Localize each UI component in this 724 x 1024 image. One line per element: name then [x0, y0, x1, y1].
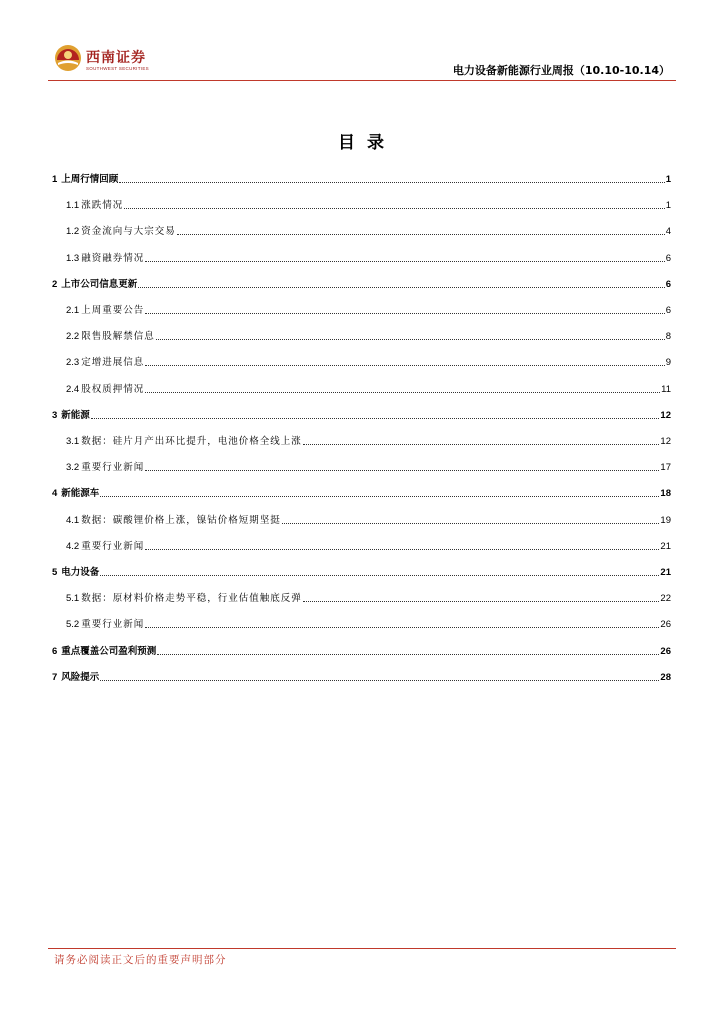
toc-entry-title: 数据：碳酸锂价格上涨，镍钴价格短期坚挺: [81, 514, 281, 526]
toc-entry-number: 5: [52, 567, 58, 578]
toc-subsection-entry[interactable]: [52, 458, 671, 474]
footer-notice: 请务必阅读正文后的重要声明部分: [54, 954, 227, 966]
toc-page-number: 19: [660, 514, 671, 526]
toc-entry-title: 定增进展信息: [81, 357, 145, 369]
toc-dot-leader: [100, 575, 659, 576]
toc-entry-number: 2.4: [66, 383, 80, 395]
toc-entry-number: 4.1: [66, 514, 80, 526]
toc-page-number: 6: [665, 305, 671, 316]
toc-page-number: 26: [660, 645, 671, 657]
toc-entry-title: 资金流向与大宗交易: [81, 226, 176, 238]
footer-divider: [48, 948, 676, 949]
toc-dot-leader: [156, 339, 665, 340]
toc-section-entry[interactable]: [52, 406, 671, 422]
toc-page-number: 8: [665, 331, 671, 343]
toc-dot-leader: [282, 523, 660, 524]
toc-page-number: 21: [660, 540, 671, 552]
toc-entry-title: 限售股解禁信息: [81, 331, 155, 343]
toc-subsection-entry[interactable]: [52, 511, 671, 527]
toc-dot-leader: [303, 601, 660, 602]
logo-emblem-icon: [54, 44, 82, 72]
toc-section-entry[interactable]: [52, 275, 671, 291]
toc-page-number: 28: [660, 671, 671, 683]
toc-entry-title: 上周行情回顾: [61, 174, 119, 185]
toc-page-number: 21: [660, 567, 671, 578]
toc-entry-title: 电力设备: [61, 567, 100, 578]
toc-page-number: 26: [660, 619, 671, 631]
toc-dot-leader: [100, 680, 659, 681]
toc-subsection-entry[interactable]: [52, 196, 671, 212]
toc-subsection-entry[interactable]: [52, 327, 671, 343]
toc-entry-title: 股权质押情况: [81, 383, 145, 395]
toc-dot-leader: [145, 261, 664, 262]
toc-dot-leader: [177, 234, 665, 235]
toc-section-entry[interactable]: [52, 170, 671, 186]
toc-page-number: 11: [661, 383, 671, 395]
toc-entry-title: 新能源车: [61, 488, 100, 500]
toc-entry-number: 2: [52, 278, 58, 290]
toc-dot-leader: [124, 208, 664, 209]
toc-entry-number: 3.2: [66, 462, 80, 474]
toc-page-number: 17: [660, 462, 671, 474]
toc-entry-title: 重要行业新闻: [81, 540, 145, 552]
toc-entry-title: 重要行业新闻: [81, 619, 145, 631]
toc-entry-title: 风险提示: [61, 671, 100, 683]
toc-subsection-entry[interactable]: [52, 249, 671, 265]
toc-section-entry[interactable]: [52, 563, 671, 579]
toc-page-number: 1: [665, 200, 671, 212]
toc-page-number: 6: [665, 252, 671, 264]
toc-page-number: 4: [665, 226, 671, 238]
toc-dot-leader: [303, 444, 660, 445]
toc-dot-leader: [145, 549, 659, 550]
toc-subsection-entry[interactable]: [52, 537, 671, 553]
toc-entry-number: 5.1: [66, 593, 80, 605]
toc-dot-leader: [157, 654, 659, 655]
toc-dot-leader: [100, 496, 659, 497]
toc-heading: 目录: [338, 133, 396, 153]
toc-entry-title: 重点覆盖公司盈利预测: [61, 645, 157, 657]
toc-dot-leader: [145, 470, 659, 471]
toc-entry-number: 4.2: [66, 540, 80, 552]
toc-page-number: 18: [660, 488, 671, 500]
toc-page-number: 12: [660, 409, 671, 421]
toc-section-entry[interactable]: [52, 484, 671, 500]
toc-entry-title: 数据：硅片月产出环比提升，电池价格全线上涨: [81, 436, 302, 447]
toc-dot-leader: [119, 182, 664, 183]
toc-entry-title: 上周重要公告: [81, 305, 145, 316]
toc-dot-leader: [138, 287, 664, 288]
toc-entry-number: 1.3: [66, 252, 80, 264]
toc-dot-leader: [145, 313, 664, 314]
toc-entry-number: 6: [52, 645, 58, 657]
toc-entry-number: 1: [52, 174, 58, 185]
company-logo: [54, 44, 154, 74]
toc-page-number: 1: [665, 174, 671, 185]
toc-subsection-entry[interactable]: [52, 301, 671, 317]
header-divider: [48, 80, 676, 81]
toc-page-number: 22: [660, 593, 671, 605]
toc-entry-title: 涨跌情况: [81, 200, 124, 212]
toc-subsection-entry[interactable]: [52, 589, 671, 605]
logo-chinese-name: 西南证券: [86, 50, 146, 66]
toc-entry-number: 1.1: [66, 200, 80, 212]
toc-entry-number: 1.2: [66, 226, 80, 238]
toc-entry-number: 3: [52, 409, 58, 421]
toc-page-number: 6: [665, 278, 671, 290]
toc-entry-title: 新能源: [61, 409, 90, 421]
report-title: 电力设备新能源行业周报（10.10-10.14）: [452, 64, 670, 77]
toc-subsection-entry[interactable]: [52, 380, 671, 396]
toc-entry-number: 3.1: [66, 436, 80, 447]
toc-page-number: 12: [660, 436, 671, 447]
toc-dot-leader: [145, 392, 660, 393]
toc-subsection-entry[interactable]: [52, 222, 671, 238]
toc-entry-title: 融资融券情况: [81, 252, 145, 264]
toc-entry-title: 重要行业新闻: [81, 462, 145, 474]
toc-section-entry[interactable]: [52, 642, 671, 658]
toc-entry-title: 数据：原材料价格走势平稳，行业估值触底反弹: [81, 593, 302, 605]
toc-subsection-entry[interactable]: [52, 432, 671, 448]
toc-entry-title: 上市公司信息更新: [61, 278, 138, 290]
toc-dot-leader: [91, 418, 660, 419]
toc-subsection-entry[interactable]: [52, 615, 671, 631]
toc-entry-number: 2.1: [66, 305, 80, 316]
toc-entry-number: 7: [52, 671, 58, 683]
toc-page-number: 9: [665, 357, 671, 369]
toc-subsection-entry[interactable]: [52, 353, 671, 369]
toc-section-entry[interactable]: [52, 668, 671, 684]
toc-entry-number: 2.2: [66, 331, 80, 343]
toc-entry-number: 2.3: [66, 357, 80, 369]
toc-entry-number: 5.2: [66, 619, 80, 631]
toc-entry-number: 4: [52, 488, 58, 500]
toc-dot-leader: [145, 627, 659, 628]
logo-english-name: SOUTHWEST SECURITIES: [86, 66, 149, 71]
toc-dot-leader: [145, 365, 664, 366]
